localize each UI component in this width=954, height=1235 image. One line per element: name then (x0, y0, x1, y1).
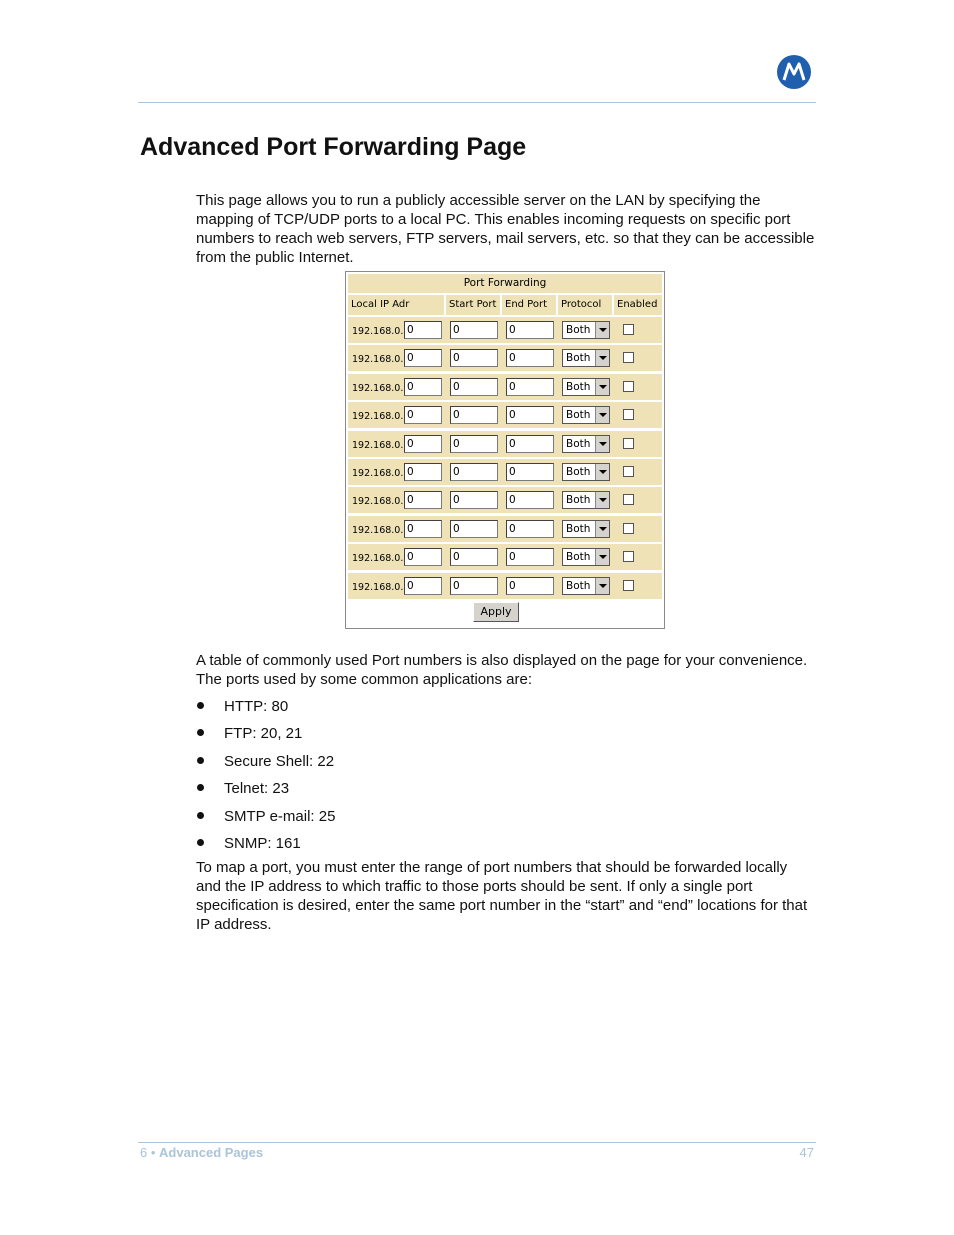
bullet-icon (197, 729, 204, 736)
table-row (348, 402, 662, 428)
table-row (348, 317, 662, 343)
protocol-select[interactable] (562, 406, 610, 424)
protocol-value: Both (566, 409, 591, 422)
ip-prefix: 192.168.0. (352, 468, 404, 479)
start-port-input[interactable]: 0 (450, 321, 498, 339)
column-header-protocol: Protocol (558, 295, 612, 315)
list-item: SMTP e-mail: 25 (196, 807, 335, 834)
local-ip-input[interactable]: 0 (404, 491, 442, 509)
local-ip-input[interactable]: 0 (404, 378, 442, 396)
protocol-select[interactable] (562, 349, 610, 367)
ip-prefix: 192.168.0. (352, 553, 404, 565)
footer-chapter: 6 • Advanced Pages (140, 1145, 264, 1160)
dropdown-arrow-icon (595, 350, 609, 366)
local-ip-input[interactable]: 0 (404, 406, 442, 424)
start-port-input[interactable]: 0 (450, 349, 498, 367)
end-port-input[interactable]: 0 (506, 577, 554, 595)
enabled-checkbox[interactable] (623, 438, 634, 449)
dropdown-arrow-icon (595, 549, 609, 565)
protocol-value: Both (566, 551, 591, 564)
start-port-input[interactable]: 0 (450, 548, 498, 566)
ip-prefix: 192.168.0. (352, 382, 404, 394)
enabled-checkbox[interactable] (623, 324, 634, 335)
end-port-input[interactable]: 0 (506, 548, 554, 566)
local-ip-input[interactable]: 0 (404, 435, 442, 453)
list-item: Telnet: 23 (196, 779, 335, 806)
end-port-input[interactable]: 0 (506, 491, 554, 509)
start-port-input[interactable]: 0 (450, 435, 498, 453)
dropdown-arrow-icon (595, 578, 609, 594)
start-port-input[interactable]: 0 (450, 463, 498, 481)
list-item: HTTP: 80 (196, 697, 335, 724)
column-header-enabled: Enabled (614, 295, 662, 315)
ip-prefix: 192.168.0. (352, 496, 404, 508)
protocol-select[interactable] (562, 577, 610, 595)
dropdown-arrow-icon (595, 436, 609, 452)
dropdown-arrow-icon (595, 379, 609, 395)
chapter-number: 6 (140, 1145, 148, 1160)
local-ip-input[interactable]: 0 (404, 577, 442, 595)
port-forwarding-screenshot (345, 271, 665, 629)
protocol-value: Both (566, 352, 591, 365)
bullet-icon (197, 839, 204, 846)
ip-prefix: 192.168.0. (352, 524, 404, 536)
column-header-end-port: End Port (502, 295, 556, 315)
table-row (348, 345, 662, 371)
end-port-input[interactable]: 0 (506, 435, 554, 453)
start-port-input[interactable]: 0 (450, 577, 498, 595)
bullet-icon (197, 784, 204, 791)
local-ip-input[interactable]: 0 (404, 349, 442, 367)
local-ip-input[interactable]: 0 (404, 463, 442, 481)
table-row (348, 431, 662, 457)
dropdown-arrow-icon (595, 521, 609, 537)
end-port-input[interactable]: 0 (506, 520, 554, 538)
list-item: FTP: 20, 21 (196, 724, 335, 751)
table-row (348, 573, 662, 599)
start-port-input[interactable]: 0 (450, 406, 498, 424)
protocol-select[interactable] (562, 463, 610, 481)
protocol-select[interactable] (562, 520, 610, 538)
ip-prefix: 192.168.0. (352, 326, 404, 337)
dropdown-arrow-icon (595, 492, 609, 508)
enabled-checkbox[interactable] (623, 523, 634, 534)
protocol-value: Both (566, 494, 591, 507)
enabled-checkbox[interactable] (623, 352, 634, 363)
dropdown-arrow-icon (595, 322, 609, 338)
footer-divider (138, 1142, 816, 1143)
enabled-checkbox[interactable] (623, 494, 634, 505)
protocol-select[interactable] (562, 435, 610, 453)
enabled-checkbox[interactable] (623, 466, 634, 477)
protocol-value: Both (566, 522, 591, 535)
table-row (348, 374, 662, 400)
local-ip-input[interactable]: 0 (404, 548, 442, 566)
protocol-value: Both (566, 324, 591, 336)
bullet-icon (197, 812, 204, 819)
apply-button[interactable]: Apply (473, 602, 519, 622)
enabled-checkbox[interactable] (623, 580, 634, 591)
bullet-icon (197, 702, 204, 709)
table-row (348, 487, 662, 513)
enabled-checkbox[interactable] (623, 551, 634, 562)
ip-prefix: 192.168.0. (352, 354, 404, 366)
start-port-input[interactable]: 0 (450, 378, 498, 396)
mapping-paragraph: To map a port, you must enter the range of port numbers that should be forwarded locally and the IP address to which traffic to those ports should be sent. If only a single port specification is desired, enter the same port number in the “start” and “end” locations for that IP address. (196, 859, 808, 933)
ip-prefix: 192.168.0. (352, 411, 404, 423)
common-ports-list (196, 697, 335, 861)
enabled-checkbox[interactable] (623, 409, 634, 420)
dropdown-arrow-icon (595, 407, 609, 423)
protocol-value: Both (566, 466, 591, 478)
end-port-input[interactable]: 0 (506, 378, 554, 396)
list-item: SNMP: 161 (196, 834, 335, 861)
end-port-input[interactable]: 0 (506, 349, 554, 367)
table-row (348, 459, 662, 485)
column-header-local-ip: Local IP Adr (348, 295, 444, 315)
intro-paragraph: This page allows you to run a publicly accessible server on the LAN by specifying the mapping of TCP/UDP ports to a local PC. This enables incoming requests on specific port numbers to reach web servers, FTP servers, mail servers, etc. so that they can be accessible from the public Internet. (196, 192, 815, 266)
protocol-value: Both (566, 380, 591, 393)
protocol-select[interactable] (562, 321, 610, 339)
page-title: Advanced Port Forwarding Page (140, 133, 527, 161)
ip-prefix: 192.168.0. (352, 581, 404, 593)
list-item: Secure Shell: 22 (196, 752, 335, 779)
table-row (348, 516, 662, 542)
enabled-checkbox[interactable] (623, 381, 634, 392)
bullet-icon (197, 757, 204, 764)
local-ip-input[interactable]: 0 (404, 321, 442, 339)
end-port-input[interactable]: 0 (506, 321, 554, 339)
protocol-select[interactable] (562, 548, 610, 566)
start-port-input[interactable]: 0 (450, 520, 498, 538)
ports-intro-paragraph: A table of commonly used Port numbers is also displayed on the page for your convenience. The ports used by some common applications are: (196, 652, 808, 688)
protocol-value: Both (566, 579, 591, 592)
header-divider (138, 102, 816, 103)
start-port-input[interactable]: 0 (450, 491, 498, 509)
dropdown-arrow-icon (595, 464, 609, 480)
local-ip-input[interactable]: 0 (404, 520, 442, 538)
column-header-start-port: Start Port (446, 295, 500, 315)
end-port-input[interactable]: 0 (506, 463, 554, 481)
protocol-select[interactable] (562, 378, 610, 396)
chapter-title: Advanced Pages (159, 1145, 264, 1160)
panel-heading: Port Forwarding (348, 274, 662, 293)
ip-prefix: 192.168.0. (352, 439, 404, 451)
protocol-select[interactable] (562, 491, 610, 509)
motorola-logo-icon (777, 55, 811, 89)
page-number: 47 (799, 1145, 814, 1160)
protocol-value: Both (566, 437, 591, 450)
table-row (348, 544, 662, 570)
end-port-input[interactable]: 0 (506, 406, 554, 424)
